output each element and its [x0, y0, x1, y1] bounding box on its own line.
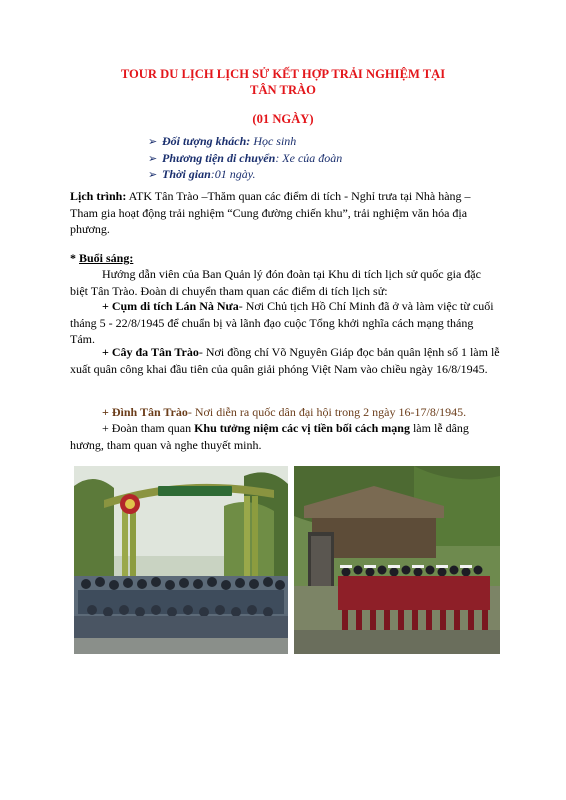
- info-item-audience: [148, 134, 342, 151]
- item-lan-na-nua: [70, 298, 500, 348]
- arrow-bullet-icon: ➢: [148, 169, 158, 181]
- tour-duration: (01 NGÀY): [252, 112, 314, 126]
- item-lan-na-nua-title: + Cụm di tích Lán Nà Nưa: [102, 299, 239, 313]
- tour-info-list: [148, 134, 342, 184]
- item-dinh-tan-trao: [70, 404, 500, 421]
- item-cay-da-text: - Nơi đồng chí Võ Nguyên Giáp đọc bản quân lệnh số 1 làm lễ xuất quân công khai đầu tiên của quân giải phóng Việt Nam vào chiều ngày 16/8/1945.: [70, 345, 500, 376]
- info-label: Đối tượng khách:: [162, 134, 251, 148]
- title-line-1: TOUR DU LỊCH LỊCH SỬ KẾT HỢP TRẢI NGHIỆM TẠI: [120, 67, 446, 81]
- morning-heading-label: Buổi sáng:: [79, 251, 134, 265]
- item-dinh-title: + Đình Tân Trào: [102, 405, 188, 419]
- photo-memorial-gate-image: [74, 466, 288, 654]
- item-khu-tuong-niem: [70, 420, 500, 453]
- title-line-2: TÂN TRÀO: [250, 83, 316, 97]
- photo-historic-site-image: [294, 466, 500, 654]
- info-value: :01 ngày.: [210, 167, 256, 181]
- item-khu-pre: + Đoàn tham quan: [102, 421, 195, 435]
- info-label: Phương tiện di chuyển: [162, 150, 276, 165]
- item-khu-text: làm lễ dâng hương, tham quan và nghe thuyết minh.: [70, 421, 469, 452]
- item-cay-da-title: + Cây đa Tân Trào: [102, 345, 199, 359]
- info-label: Thời gian: [162, 167, 211, 181]
- arrow-bullet-icon: ➢: [148, 152, 158, 165]
- photo-memorial-gate: [74, 466, 288, 654]
- photo-historic-site: [294, 466, 500, 654]
- arrow-bullet-icon: ➢: [148, 136, 158, 148]
- item-khu-title: Khu tưởng niệm các vị tiền bối cách mạng: [194, 421, 410, 435]
- document-title: [70, 66, 496, 98]
- info-value: Học sinh: [250, 134, 297, 148]
- info-value: : Xe của đoàn: [275, 150, 343, 165]
- item-lan-na-nua-text: - Nơi Chủ tịch Hồ Chí Minh đã ở và làm việc từ cuối tháng 5 - 22/8/1945 để chuẩn bị và lãnh đạo cuộc Tổng khởi nghĩa cách mạng tháng Tám.: [70, 299, 494, 346]
- item-dinh-text: - Nơi diễn ra quốc dân đại hội trong 2 ngày 16-17/8/1945.: [187, 405, 467, 419]
- morning-heading: [70, 250, 500, 267]
- schedule-paragraph: [70, 188, 500, 238]
- morning-star: *: [70, 251, 79, 265]
- morning-intro: Hướng dẫn viên của Ban Quản lý đón đoàn tại Khu di tích lịch sử quốc gia đặc biệt Tân Trào. Đoàn di chuyển tham quan các điểm di tích lịch sử:: [70, 267, 481, 298]
- schedule-text: ATK Tân Trào –Thăm quan các điểm di tích - Nghỉ trưa tại Nhà hàng – Tham gia hoạt động trải nghiệm “Cung đường chiến khu”, trải nghiệm văn hóa địa phương.: [70, 189, 471, 236]
- item-cay-da: [70, 344, 500, 378]
- schedule-label: Lịch trình:: [70, 189, 127, 203]
- info-item-transport: [148, 151, 342, 168]
- info-item-time: [148, 167, 342, 184]
